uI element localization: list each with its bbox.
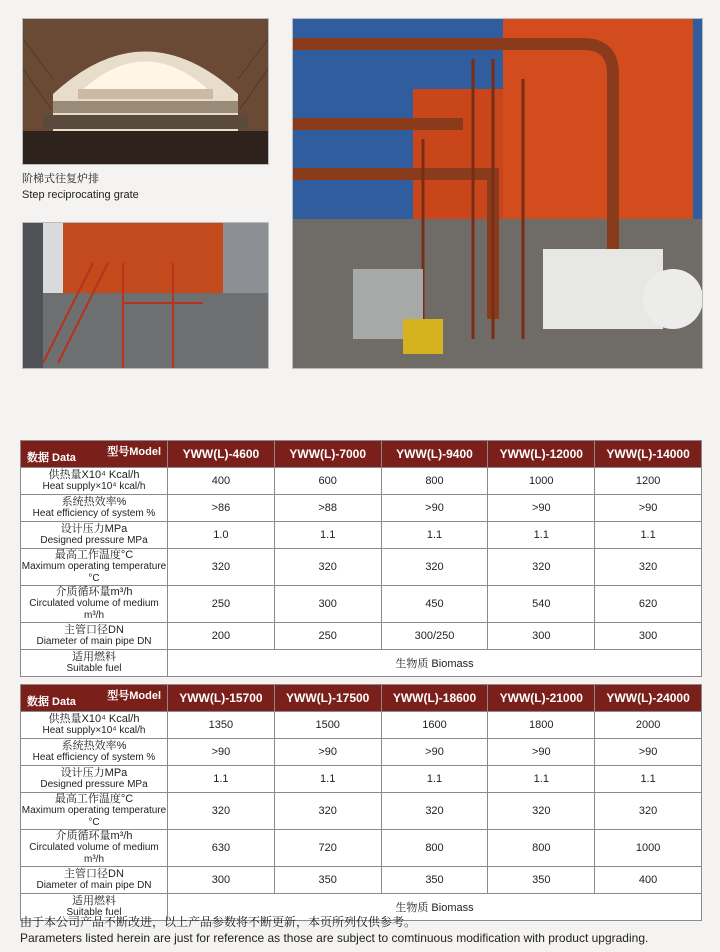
header-corner-cell [21, 685, 168, 712]
row-label-en: Designed pressure MPa [40, 535, 148, 546]
spec-table-1 [20, 440, 702, 677]
row-label-cn: 供热量X10⁴ Kcal/h [48, 469, 140, 481]
model-header: YWW(L)-9400 [381, 441, 488, 468]
row-label-cn: 设计压力MPa [60, 523, 128, 535]
table-cell: 200 [168, 623, 275, 650]
table-cell: 400 [168, 468, 275, 495]
row-label-en: Suitable fuel [66, 907, 122, 918]
row-label [21, 739, 168, 766]
row-label-en: Designed pressure MPa [40, 779, 148, 790]
table-cell: >90 [488, 495, 595, 522]
table-cell: 350 [274, 867, 381, 894]
table-cell: 630 [168, 830, 275, 867]
table-cell: 1.1 [595, 522, 702, 549]
model-header: YWW(L)-24000 [595, 685, 702, 712]
row-label-cn: 系统热效率% [61, 740, 127, 752]
table-row [21, 495, 702, 522]
table-row [21, 468, 702, 495]
table-cell: 1.1 [488, 766, 595, 793]
table-row [21, 650, 702, 677]
table-cell: >88 [274, 495, 381, 522]
model-header: YWW(L)-15700 [168, 685, 275, 712]
grate-caption-cn: 阶梯式往复炉排 [22, 173, 99, 185]
table-cell: 2000 [595, 712, 702, 739]
row-label-cn: 适用燃料 [72, 651, 116, 663]
row-label-en: Maximum operating temperature °C [21, 561, 167, 584]
table-cell: 320 [381, 793, 488, 830]
table-cell: 350 [488, 867, 595, 894]
row-label-en: Circulated volume of medium m³/h [29, 598, 159, 621]
row-label-en: Heat supply×10⁴ kcal/h [42, 725, 146, 736]
model-header: YWW(L)-12000 [488, 441, 595, 468]
grate-caption-en: Step reciprocating grate [22, 189, 139, 201]
row-label [21, 549, 168, 586]
table-cell: 320 [488, 793, 595, 830]
row-label-en: Diameter of main pipe DN [36, 880, 152, 891]
table-cell: 320 [274, 793, 381, 830]
table-row [21, 766, 702, 793]
header-corner-cell [21, 441, 168, 468]
table-cell: 1500 [274, 712, 381, 739]
row-label [21, 793, 168, 830]
table-row [21, 522, 702, 549]
table-cell: >90 [168, 739, 275, 766]
table-cell: 250 [274, 623, 381, 650]
model-header-label: 型号Model [107, 446, 161, 458]
grate-photo [22, 18, 269, 165]
table-cell: 800 [381, 468, 488, 495]
row-label-en: Heat supply×10⁴ kcal/h [42, 481, 146, 492]
table-cell: 450 [381, 586, 488, 623]
table-row [21, 830, 702, 867]
table-cell: 800 [488, 830, 595, 867]
table-cell: 1600 [381, 712, 488, 739]
model-header: YWW(L)-4600 [168, 441, 275, 468]
row-label-cn: 最高工作温度°C [54, 793, 134, 805]
table-cell: 320 [595, 793, 702, 830]
row-label-cn: 供热量X10⁴ Kcal/h [48, 713, 140, 725]
table-cell: 320 [168, 549, 275, 586]
row-label [21, 522, 168, 549]
model-header: YWW(L)-21000 [488, 685, 595, 712]
table-cell: 320 [595, 549, 702, 586]
table-cell: 1.1 [168, 766, 275, 793]
table-cell: 320 [488, 549, 595, 586]
table-cell: 1.1 [381, 766, 488, 793]
model-header: YWW(L)-14000 [595, 441, 702, 468]
model-header: YWW(L)-17500 [274, 685, 381, 712]
table-cell: 350 [381, 867, 488, 894]
row-label [21, 650, 168, 677]
spec-table-2 [20, 684, 702, 921]
row-label [21, 867, 168, 894]
table-row [21, 793, 702, 830]
table-cell: >90 [274, 739, 381, 766]
table-cell: 1.0 [168, 522, 275, 549]
table-cell: >90 [488, 739, 595, 766]
row-label-cn: 介质循环量m³/h [55, 586, 133, 598]
row-label [21, 623, 168, 650]
row-label-en: Diameter of main pipe DN [36, 636, 152, 647]
table-cell: 1.1 [274, 766, 381, 793]
row-label-cn: 适用燃料 [72, 895, 116, 907]
table-cell: 400 [595, 867, 702, 894]
table-cell: 300 [274, 586, 381, 623]
row-label-cn: 设计压力MPa [60, 767, 128, 779]
table-cell: 720 [274, 830, 381, 867]
row-label [21, 766, 168, 793]
row-label-en: Heat efficiency of system % [32, 752, 156, 763]
row-label-cn: 最高工作温度°C [54, 549, 134, 561]
table-cell: >90 [381, 495, 488, 522]
row-label [21, 586, 168, 623]
table-cell: 300 [488, 623, 595, 650]
table-cell: 1.1 [595, 766, 702, 793]
table-row [21, 712, 702, 739]
row-label [21, 712, 168, 739]
table-cell: >90 [595, 739, 702, 766]
table-cell: 320 [274, 549, 381, 586]
table-cell: 1000 [595, 830, 702, 867]
table-cell: 620 [595, 586, 702, 623]
table-cell: 1.1 [488, 522, 595, 549]
row-label [21, 495, 168, 522]
table-cell: 250 [168, 586, 275, 623]
table-cell: 300 [595, 623, 702, 650]
table-cell: >90 [381, 739, 488, 766]
table-row [21, 586, 702, 623]
row-label-cn: 介质循环量m³/h [55, 830, 133, 842]
table-cell: 600 [274, 468, 381, 495]
table-cell: 300 [168, 867, 275, 894]
table-cell: >90 [595, 495, 702, 522]
row-label-en: Maximum operating temperature °C [21, 805, 167, 828]
table-row [21, 739, 702, 766]
table-cell: 800 [381, 830, 488, 867]
boiler-plant-photo [292, 18, 703, 369]
model-header: YWW(L)-7000 [274, 441, 381, 468]
fuel-cell: 生物质 Biomass [168, 894, 702, 921]
table-cell: 300/250 [381, 623, 488, 650]
row-label [21, 468, 168, 495]
table-cell: 1000 [488, 468, 595, 495]
table-cell: 320 [381, 549, 488, 586]
row-label-en: Circulated volume of medium m³/h [29, 842, 159, 865]
row-label-en: Heat efficiency of system % [32, 508, 156, 519]
boiler-structure-photo [22, 222, 269, 369]
data-header-label: 数据 Data [27, 696, 76, 708]
row-label [21, 830, 168, 867]
table-cell: 1350 [168, 712, 275, 739]
table-row [21, 867, 702, 894]
row-label-cn: 主管口径DN [64, 868, 124, 880]
footer-note-cn: 由于本公司产品不断改进，以上产品参数将不断更新，本页所列仅供参考。 [20, 915, 417, 929]
table-cell: 1800 [488, 712, 595, 739]
table-row [21, 549, 702, 586]
model-header: YWW(L)-18600 [381, 685, 488, 712]
table-row [21, 623, 702, 650]
table-cell: >86 [168, 495, 275, 522]
table-header-row [21, 441, 702, 468]
table-cell: 540 [488, 586, 595, 623]
model-header-label: 型号Model [107, 690, 161, 702]
table-cell: 1.1 [274, 522, 381, 549]
fuel-cell: 生物质 Biomass [168, 650, 702, 677]
table-cell: 1.1 [381, 522, 488, 549]
table-header-row [21, 685, 702, 712]
row-label-en: Suitable fuel [66, 663, 122, 674]
table-cell: 1200 [595, 468, 702, 495]
footer-note-en: Parameters listed herein are just for reference as those are subject to comtinuous modification with product upgrading. [20, 931, 649, 945]
row-label-cn: 系统热效率% [61, 496, 127, 508]
data-header-label: 数据 Data [27, 452, 76, 464]
row-label-cn: 主管口径DN [64, 624, 124, 636]
table-cell: 320 [168, 793, 275, 830]
